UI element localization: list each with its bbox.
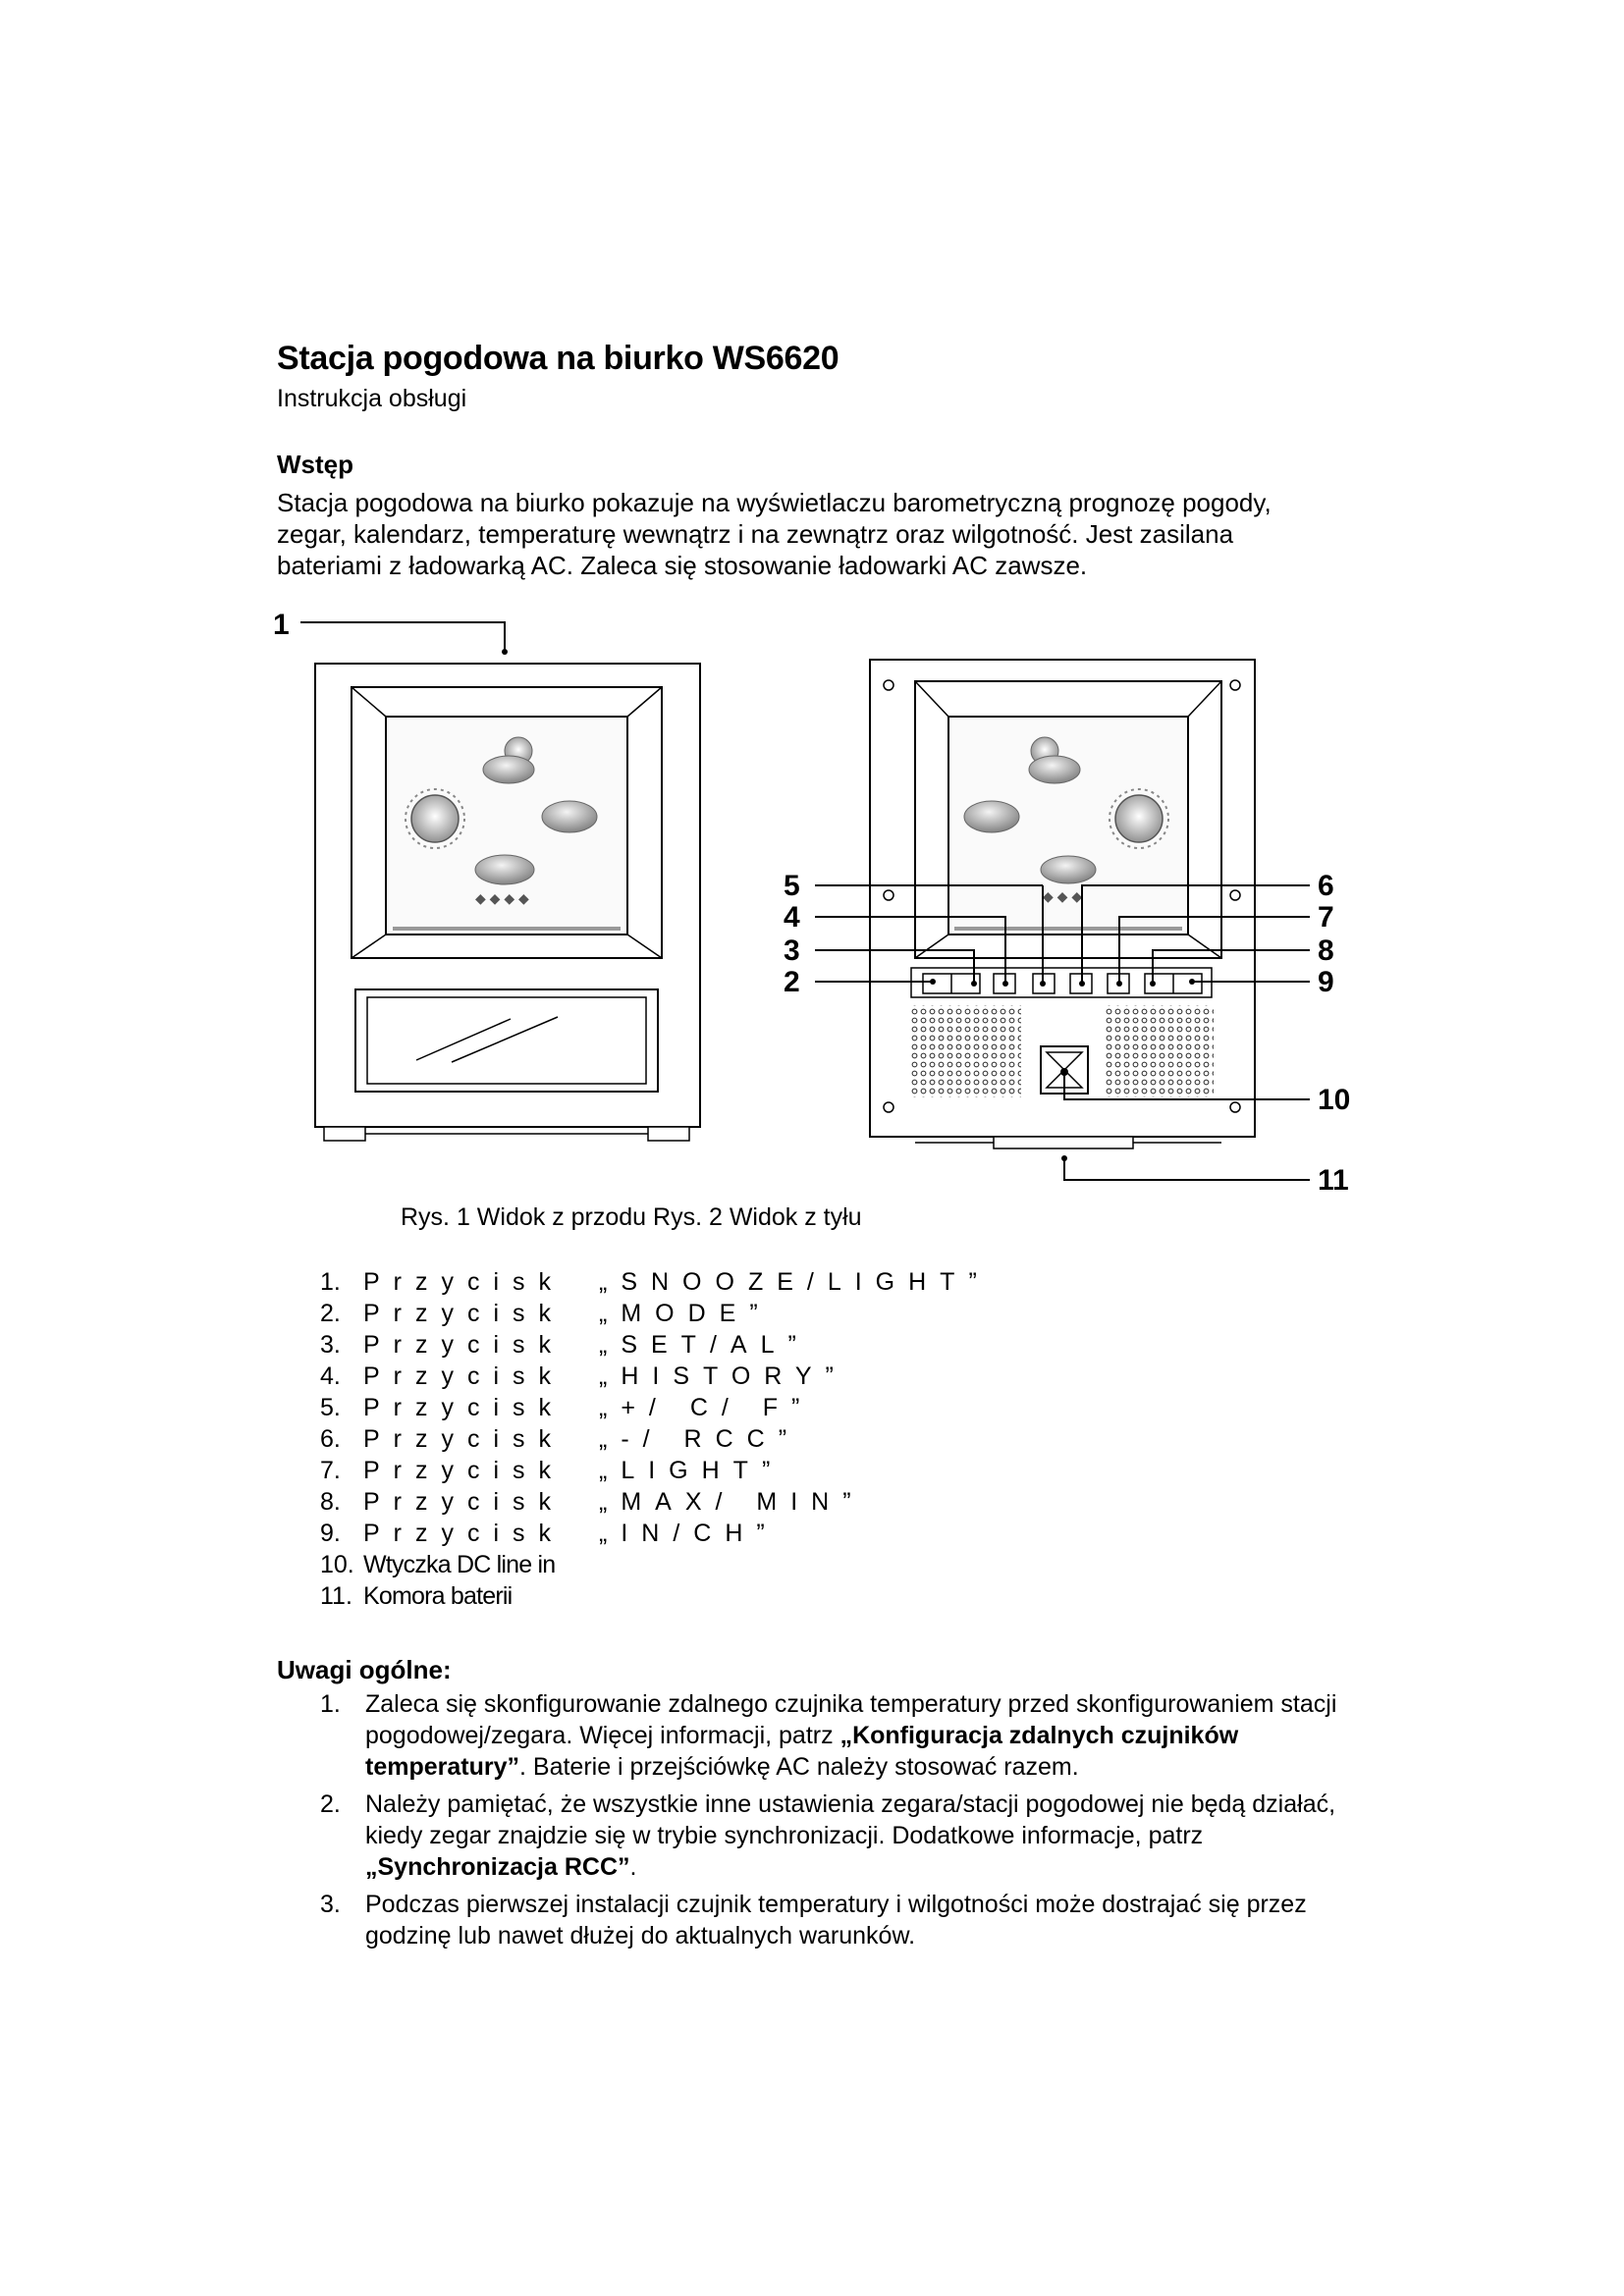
notes-heading: Uwagi ogólne:: [277, 1655, 452, 1684]
callout-11: 11: [1318, 1164, 1349, 1197]
callout-4: 4: [784, 901, 800, 934]
callout-10: 10: [1318, 1084, 1351, 1116]
document-subtitle: Instrukcja obsługi: [277, 385, 467, 412]
callout-7: 7: [1318, 901, 1334, 934]
list-item: 1. Przycisk „SNOOZE/LIGHT”: [320, 1268, 991, 1296]
intro-line: zegar, kalendarz, temperaturę wewnątrz i na zewnątrz oraz wilgotność. Jest zasilana: [277, 519, 1234, 549]
intro-line: Stacja pogodowa na biurko pokazuje na wyświetlaczu barometryczną prognozę pogody,: [277, 488, 1272, 517]
parts-list: [320, 1266, 991, 1612]
back-view: [870, 660, 1255, 1148]
list-item: 3. Przycisk „SET/AL”: [320, 1331, 810, 1359]
speaker-grille-right: [1104, 1005, 1214, 1097]
intro-heading: Wstęp: [277, 450, 353, 479]
cloud-icon: [542, 801, 597, 832]
list-item: 7. Przycisk „LIGHT”: [320, 1457, 785, 1484]
list-item: 6. Przycisk „-/ RCC”: [320, 1425, 801, 1453]
callout-2: 2: [784, 966, 800, 998]
cloud-icon: [964, 801, 1019, 832]
list-item: 11. Komora baterii: [320, 1582, 513, 1610]
intro-paragraph: [277, 487, 1377, 581]
list-item: 5. Przycisk „+/ C/ F”: [320, 1394, 814, 1421]
callout-6: 6: [1318, 870, 1334, 902]
callout-9: 9: [1318, 966, 1334, 998]
callout-1: 1: [273, 609, 290, 641]
front-view: [315, 664, 700, 1141]
list-item: 10. Wtyczka DC line in: [320, 1551, 556, 1578]
list-item: 2. Przycisk „MODE”: [320, 1300, 772, 1327]
list-item: 4. Przycisk „HISTORY”: [320, 1362, 847, 1390]
battery-compartment: [994, 1137, 1133, 1148]
list-item: 9. Przycisk „IN/CH”: [320, 1520, 779, 1547]
callout-1-leader: [300, 622, 505, 652]
note-item: 1. Zaleca się skonfigurowanie zdalnego czujnika temperatury przed skonfigurowaniem stacji pogodowej/zegara. Więcej informacji, patrz „Konfiguracja zdalnych czujników temperatury”. Baterie i przejściówkę AC należy stosować razem.: [320, 1690, 1337, 1781]
cross-reference: „Konfiguracja zdalnych czujników temperatury”: [365, 1722, 1239, 1781]
svg-text:◆ ◆ ◆ ◆: ◆ ◆ ◆ ◆: [475, 890, 529, 906]
note-item: 2. Należy pamiętać, że wszystkie inne ustawienia zegara/stacji pogodowej nie będą działać, kiedy zegar znajdzie się w trybie synchronizacji. Dodatkowe informacje, patrz „Synchronizacja RCC”.: [320, 1790, 1336, 1881]
note-item: 3. Podczas pierwszej instalacji czujnik temperatury i wilgotności może dostrajać się przez godzinę lub nawet dłużej do aktualnych warunków.: [320, 1891, 1307, 1949]
document-title: Stacja pogodowa na biurko WS6620: [277, 340, 839, 377]
callout-8: 8: [1318, 934, 1334, 967]
list-item: 8. Przycisk „MAX/ MIN”: [320, 1488, 865, 1516]
intro-line: bateriami z ładowarką AC. Zaleca się stosowanie ładowarki AC zawsze.: [277, 551, 1088, 580]
notes-list: [277, 1688, 1377, 1957]
rain-cloud-icon: [475, 855, 534, 906]
speaker-grille-left: [911, 1005, 1021, 1097]
svg-text:◆ ◆ ◆: ◆ ◆ ◆: [1043, 888, 1083, 904]
cross-reference: „Synchronizacja RCC”: [365, 1853, 630, 1881]
callout-3: 3: [784, 934, 800, 967]
callout-5: 5: [784, 870, 800, 902]
figure-caption: Rys. 1 Widok z przodu Rys. 2 Widok z tyłu: [401, 1203, 862, 1231]
device-figure: [0, 589, 1624, 1207]
